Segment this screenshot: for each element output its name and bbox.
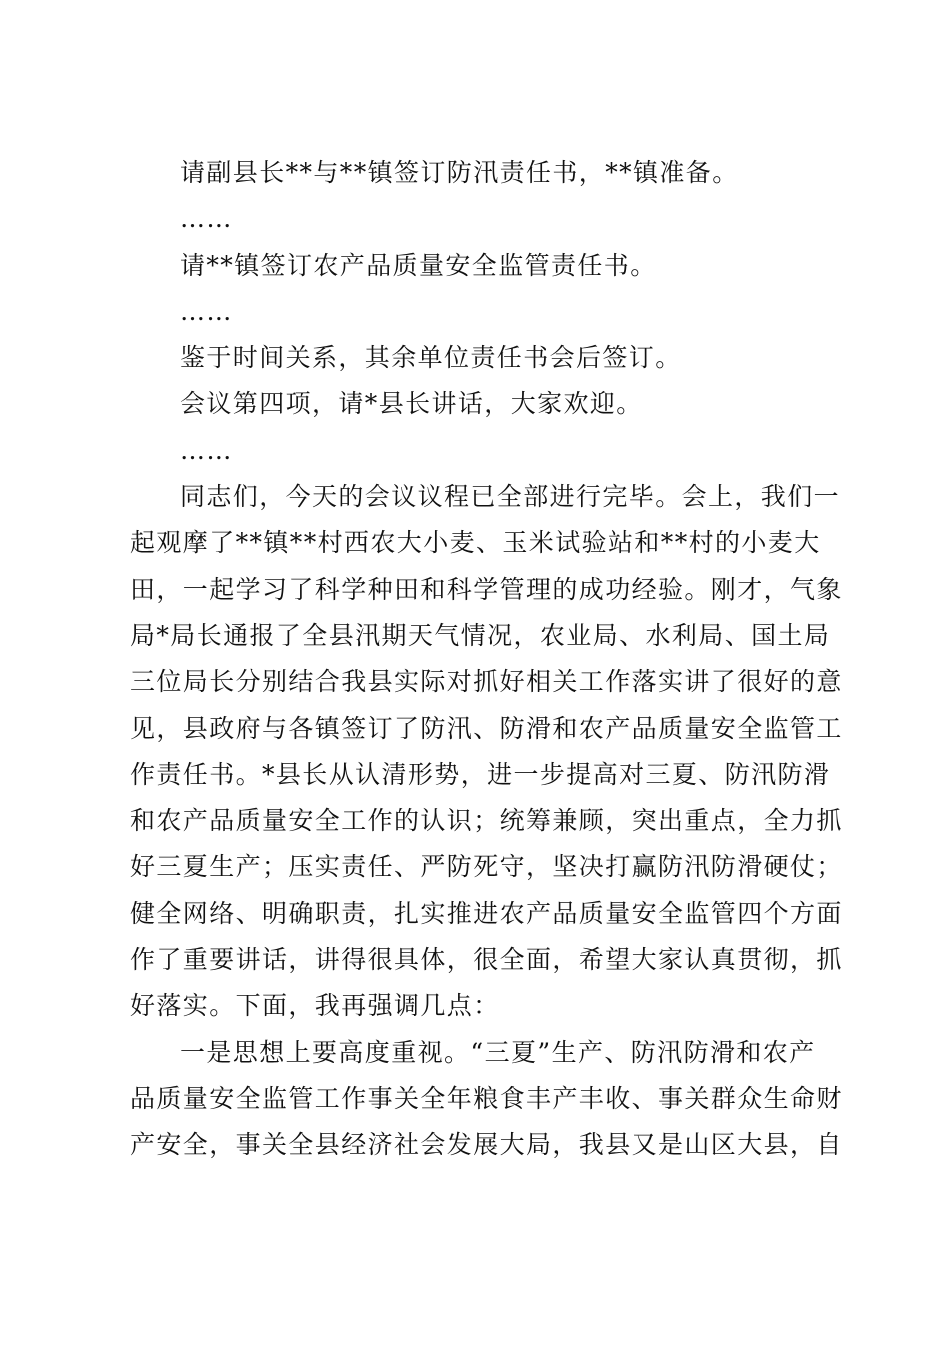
- text-line: 会议第四项，请*县长讲话，大家欢迎。: [180, 389, 643, 419]
- text-line: 见，县政府与各镇签订了防汛、防滑和农产品质量安全监管工: [130, 713, 843, 743]
- document-body: [130, 150, 843, 1169]
- text-line: 局*局长通报了全县汛期天气情况，农业局、水利局、国土局: [130, 620, 831, 650]
- text-line: 好落实。下面，我再强调几点：: [130, 991, 500, 1021]
- ellipsis-line: ……: [180, 204, 233, 234]
- text-line: 起观摩了**镇**村西农大小麦、玉米试验站和**村的小麦大: [130, 528, 821, 558]
- ellipsis-line: ……: [180, 296, 233, 326]
- text-line: 产安全，事关全县经济社会发展大局，我县又是山区大县，自: [130, 1130, 843, 1160]
- text-line: 同志们，今天的会议议程已全部进行完毕。会上，我们一: [180, 482, 841, 512]
- text-line: 和农产品质量安全工作的认识；统筹兼顾，突出重点，全力抓: [130, 806, 843, 836]
- paragraph-summary: [130, 474, 843, 1030]
- text-line: 三位局长分别结合我县实际对抓好相关工作落实讲了很好的意: [130, 667, 843, 697]
- text-line: 作责任书。*县长从认清形势，进一步提高对三夏、防汛防滑: [130, 759, 831, 789]
- text-line: 鉴于时间关系，其余单位责任书会后签订。: [180, 343, 682, 373]
- paragraph-point-one: [130, 1030, 843, 1169]
- text-line: 作了重要讲话，讲得很具体，很全面，希望大家认真贯彻，抓: [130, 945, 843, 975]
- ellipsis-line: ……: [180, 435, 233, 465]
- text-line: 好三夏生产；压实责任、严防死守，坚决打赢防汛防滑硬仗；: [130, 852, 843, 882]
- text-line: 请副县长**与**镇签订防汛责任书，**镇准备。: [180, 158, 739, 187]
- text-line: 品质量安全监管工作事关全年粮食丰产丰收、事关群众生命财: [130, 1083, 843, 1113]
- text-line: 一是思想上要高度重视。“三夏”生产、防汛防滑和农产: [180, 1037, 816, 1067]
- text-line: 田，一起学习了科学种田和科学管理的成功经验。刚才，气象: [130, 574, 843, 604]
- text-line: 健全网络、明确职责，扎实推进农产品质量安全监管四个方面: [130, 898, 843, 928]
- text-line: 请**镇签订农产品质量安全监管责任书。: [180, 250, 657, 280]
